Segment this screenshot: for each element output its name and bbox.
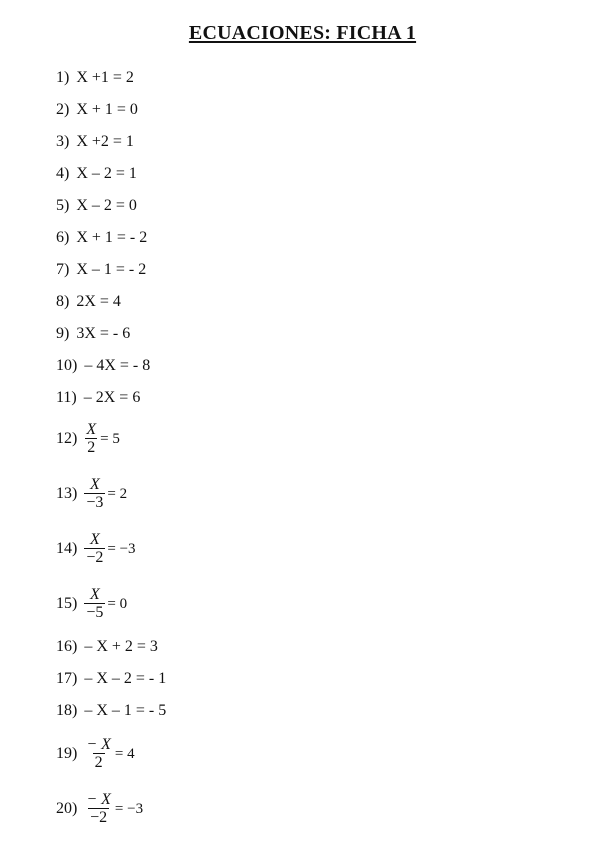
- equation-number: 12): [56, 429, 78, 447]
- equation-number: 13): [56, 484, 78, 502]
- equation-text: X + 1 = 0: [76, 101, 138, 118]
- equation-text: X +2 = 1: [76, 133, 134, 150]
- equation-number: 17): [56, 670, 78, 687]
- fraction-numerator: − X: [86, 736, 111, 753]
- fraction: [84, 476, 105, 511]
- equation-20: [56, 791, 143, 826]
- equation-15: [56, 586, 127, 621]
- fraction-denominator: −5: [86, 604, 104, 621]
- equation-number: 18): [56, 702, 78, 719]
- equation-number: 19): [56, 744, 78, 762]
- equation-text: X – 2 = 0: [76, 197, 137, 214]
- equation-text: – X – 1 = - 5: [84, 702, 167, 719]
- fraction: [84, 421, 98, 456]
- equation-6: [56, 229, 147, 247]
- equation-number: 5): [56, 197, 70, 214]
- equation-text: – X – 2 = - 1: [84, 670, 167, 687]
- fraction: [84, 531, 105, 566]
- equation-text: 3X = - 6: [76, 325, 131, 342]
- page-title: ECUACIONES: FICHA 1: [188, 22, 417, 44]
- fraction-numerator: X: [86, 421, 97, 438]
- equation-number: 6): [56, 229, 70, 246]
- equation-number: 10): [56, 357, 78, 374]
- equation-rhs: = 4: [114, 745, 135, 762]
- fraction-denominator: 2: [87, 439, 96, 456]
- equation-number: 11): [56, 389, 77, 406]
- equation-rhs: = −3: [107, 540, 136, 557]
- fraction: [84, 791, 113, 826]
- equation-18: [56, 702, 166, 720]
- equation-rhs: = 5: [100, 430, 120, 447]
- equation-number: 20): [56, 799, 78, 817]
- equation-text: X +1 = 2: [76, 69, 134, 86]
- fraction-numerator: X: [89, 476, 100, 493]
- equation-11: [56, 389, 140, 407]
- equation-17: [56, 670, 166, 688]
- equation-number: 9): [56, 325, 70, 342]
- fraction-numerator: X: [89, 586, 100, 603]
- fraction-numerator: X: [89, 531, 100, 548]
- equation-14: [56, 531, 136, 566]
- equation-rhs: = 2: [107, 485, 128, 502]
- equation-text: X + 1 = - 2: [76, 229, 148, 246]
- fraction-denominator: −3: [86, 494, 104, 511]
- equation-2: [56, 101, 138, 119]
- equation-number: 1): [56, 69, 70, 86]
- equation-text: – 4X = - 8: [84, 357, 151, 374]
- equation-3: [56, 133, 134, 151]
- equation-12: [56, 421, 120, 456]
- equation-text: – 2X = 6: [83, 389, 141, 406]
- equation-number: 3): [56, 133, 70, 150]
- fraction: [84, 586, 105, 621]
- equation-1: [56, 69, 134, 87]
- equation-16: [56, 638, 158, 656]
- equation-rhs: = −3: [114, 800, 144, 817]
- equation-8: [56, 293, 121, 311]
- equation-rhs: = 0: [107, 595, 128, 612]
- equation-text: X – 1 = - 2: [76, 261, 147, 278]
- equation-number: 7): [56, 261, 70, 278]
- fraction-denominator: −2: [86, 549, 104, 566]
- equation-text: – X + 2 = 3: [84, 638, 158, 655]
- equation-9: [56, 325, 130, 343]
- equation-number: 16): [56, 638, 78, 655]
- equation-number: 15): [56, 594, 78, 612]
- equation-text: 2X = 4: [76, 293, 121, 310]
- equation-number: 14): [56, 539, 78, 557]
- equation-text: X – 2 = 1: [76, 165, 137, 182]
- equation-13: [56, 476, 127, 511]
- equation-number: 4): [56, 165, 70, 182]
- equation-10: [56, 357, 150, 375]
- fraction-denominator: −2: [90, 809, 108, 826]
- equation-19: [56, 736, 135, 771]
- equation-number: 2): [56, 101, 70, 118]
- fraction-numerator: − X: [86, 791, 111, 808]
- fraction-denominator: 2: [94, 754, 103, 771]
- equation-4: [56, 165, 137, 183]
- equation-number: 8): [56, 293, 70, 310]
- fraction: [84, 736, 113, 771]
- equation-7: [56, 261, 146, 279]
- equation-5: [56, 197, 137, 215]
